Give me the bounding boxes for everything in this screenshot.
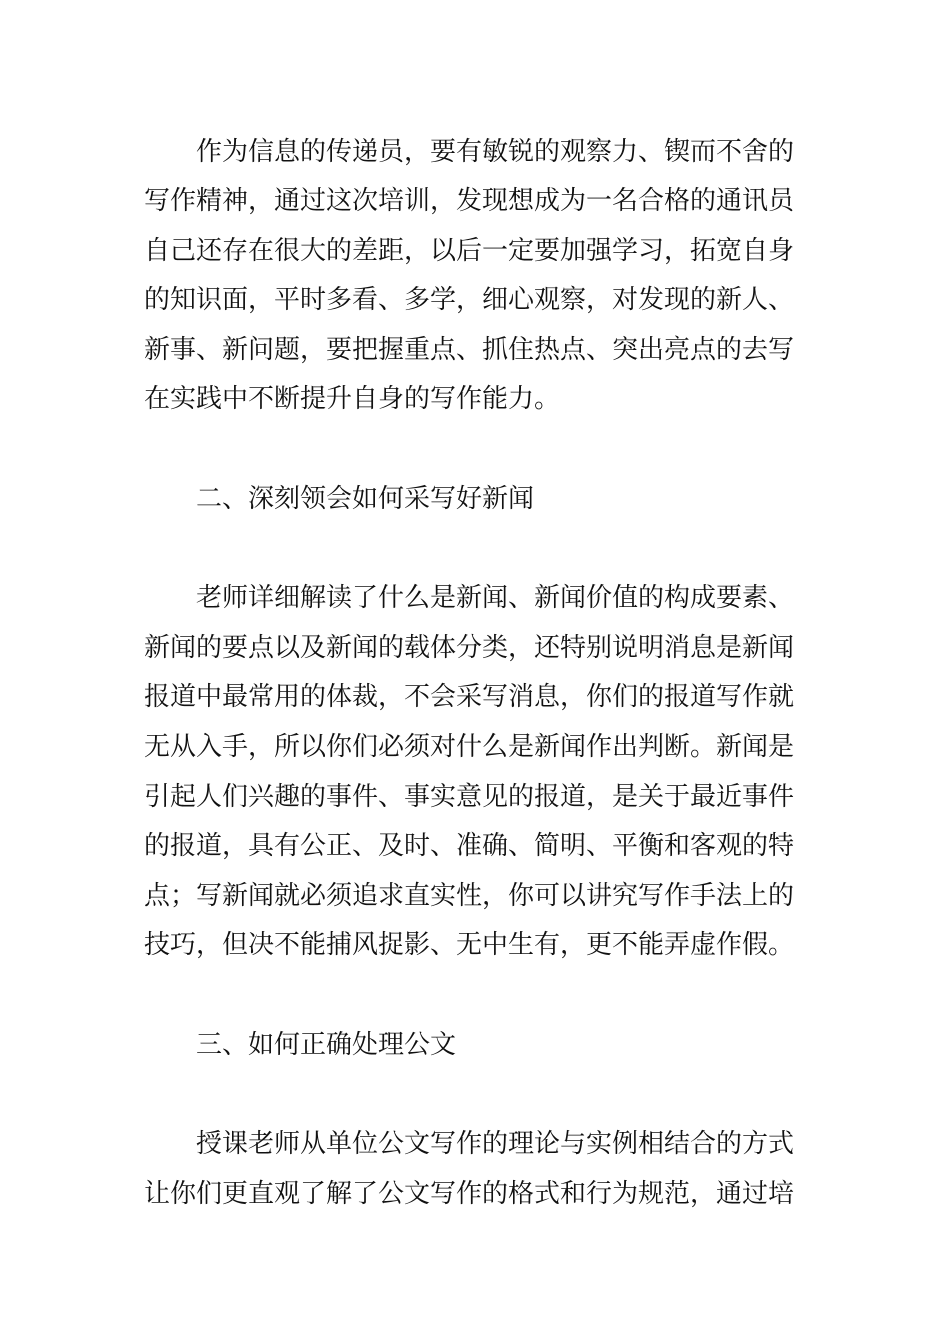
paragraph-2-line-2: 新闻的要点以及新闻的载体分类，还特别说明消息是新闻 (144, 633, 795, 663)
paragraph-2-line-3: 报道中最常用的体裁，不会采写消息，你们的报道写作就 (144, 682, 795, 712)
paragraph-2-line-8: 技巧，但决不能捕风捉影、无中生有，更不能弄虚作假。 (144, 930, 795, 960)
section-heading-2: 二、深刻领会如何采写好新闻 (196, 484, 535, 514)
paragraph-3-line-2: 让你们更直观了解了公文写作的格式和行为规范，通过培 (144, 1179, 795, 1209)
paragraph-2-line-5: 引起人们兴趣的事件、事实意见的报道，是关于最近事件 (144, 782, 795, 812)
paragraph-1-line-6: 在实践中不断提升自身的写作能力。 (144, 384, 561, 414)
paragraph-1-line-3: 自己还存在很大的差距，以后一定要加强学习，拓宽自身 (144, 236, 795, 266)
paragraph-2-line-1: 老师详细解读了什么是新闻、新闻价值的构成要素、 (196, 583, 795, 613)
paragraph-1-line-2: 写作精神，通过这次培训，发现想成为一名合格的通讯员 (144, 186, 795, 216)
paragraph-2-line-7: 点；写新闻就必须追求直实性，你可以讲究写作手法上的 (144, 881, 795, 911)
section-heading-3: 三、如何正确处理公文 (196, 1030, 457, 1060)
paragraph-2-line-4: 无从入手，所以你们必须对什么是新闻作出判断。新闻是 (144, 732, 795, 762)
paragraph-1-line-4: 的知识面，平时多看、多学，细心观察，对发现的新人、 (144, 285, 795, 315)
paragraph-1-line-1: 作为信息的传递员，要有敏锐的观察力、锲而不舍的 (196, 137, 795, 167)
paragraph-2-line-6: 的报道，具有公正、及时、准确、简明、平衡和客观的特 (144, 831, 795, 861)
paragraph-1-line-5: 新事、新问题，要把握重点、抓住热点、突出亮点的去写 (144, 335, 795, 365)
paragraph-3-line-1: 授课老师从单位公文写作的理论与实例相结合的方式 (196, 1129, 795, 1159)
